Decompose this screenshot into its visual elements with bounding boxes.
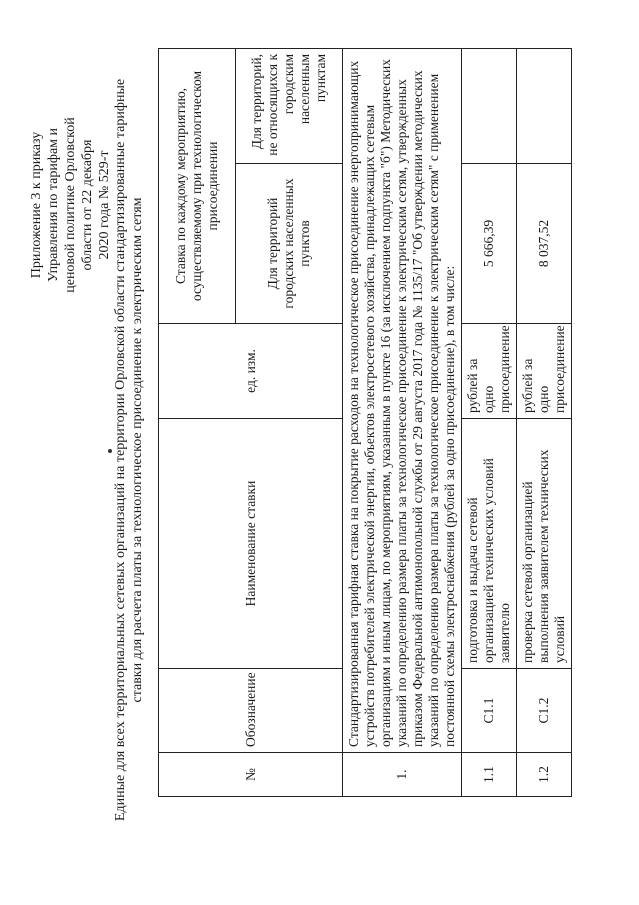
document-title	[112, 65, 146, 835]
row-unit: рублей за одно присоединение	[517, 324, 572, 419]
header-num: №	[159, 753, 343, 797]
row-unit: рублей за одно присоединение	[462, 324, 517, 419]
row-num: 1.1	[462, 753, 517, 797]
row-code: C1.2	[517, 669, 572, 753]
header-line: ценовой политике Орловской	[63, 117, 78, 293]
rates-table	[158, 48, 572, 797]
header-line: Управления по тарифам и	[46, 127, 61, 283]
header-line: области от 22 декабря	[80, 139, 95, 271]
header-rate: Ставка по каждому мероприятию, осуществляемому при технологическом присоединении	[159, 48, 236, 323]
row-code: C1.1	[462, 669, 517, 753]
header-rural: Для территорий, не относящихся к городским населенным пунктам	[236, 48, 343, 163]
header-line: Приложение 3 к приказу	[29, 131, 44, 279]
table-section-row	[343, 48, 462, 796]
title-line: Единые для всех территориальных сетевых организаций на территории Орловской области стандартизированные тарифные	[113, 78, 128, 822]
header-line: 2020 года № 529-т	[97, 150, 112, 260]
row-urban-value: 5 666,39	[462, 164, 517, 324]
row-name: проверка сетевой организацией выполнения заявителем технических условий	[517, 419, 572, 669]
title-line: ставки для расчета платы за технологическое присоединение к электрическим сетям	[130, 197, 145, 703]
header-unit: ед. изм.	[159, 324, 343, 419]
header-code: Обозначение	[159, 669, 343, 753]
row-rural-value	[462, 48, 517, 163]
table-row	[462, 48, 517, 796]
row-rural-value	[517, 48, 572, 163]
header-name: Наименование ставки	[159, 419, 343, 669]
section-text: Стандартизированная тарифная ставка на покрытие расходов на технологическое присоединение энергопринимающих устройств потребителей электрической энергии, объектов электросетевого хозяйства, принадлежащих сетевым организациям и иным лицам, по мероприятиям, указанным в пункте 16 (за исключением подпункта "б") Методических указаний по определению размера платы за технологическое присоединение к электрическим сетям, утвержденных приказом Федеральной антимонопольной службы от 29 августа 2017 года № 1135/17 "Об утверждении методических указаний по определению размера платы за технологическое присоединение к электрическим сетям" с применением постоянной схемы электроснабжения (рублей за одно присоединение), в том числе:	[343, 48, 462, 752]
row-name: подготовка и выдача сетевой организацией технических условий заявителю	[462, 419, 517, 669]
header-urban: Для территорий городских населенных пунктов	[236, 164, 343, 324]
row-urban-value: 8 037,52	[517, 164, 572, 324]
order-appendix-header	[28, 95, 113, 315]
row-num: 1.2	[517, 753, 572, 797]
table-row	[517, 48, 572, 796]
section-num: 1.	[343, 753, 462, 797]
table-header-row	[159, 48, 236, 796]
